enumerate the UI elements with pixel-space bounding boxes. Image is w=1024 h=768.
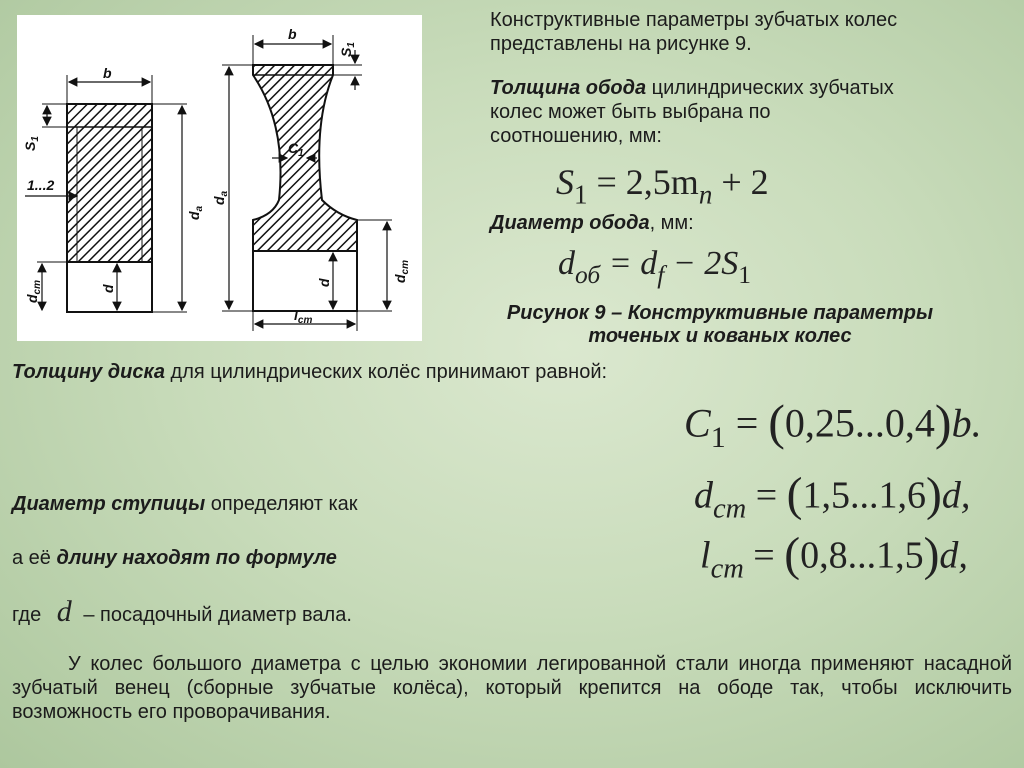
label-d-right: d [316,278,332,287]
rim-thickness-text-1: цилиндрических зубчатых [646,77,894,99]
formula-c1-tail: b. [951,400,982,446]
hub-length-text [12,546,337,570]
hub-length-title: длину находят по формуле [56,547,337,569]
formula-lst-range: 0,8...1,5 [800,534,924,577]
right-gear-section [222,35,392,331]
label-b-left: b [103,65,112,81]
hub-diameter-text-tail: определяют как [205,493,358,515]
rim-diameter-text [490,211,694,235]
intro-line-2: представлены на рисунке 9. [490,33,752,55]
formula-s1 [556,160,769,216]
where-symbol: d [56,595,72,628]
formula-dst [694,470,970,535]
where-text [12,595,352,628]
formula-dst-lhs-sub: cm [713,493,747,525]
formula-dob [558,242,751,297]
hub-diameter-title: Диаметр ступицы [12,493,206,515]
label-da-left: $d_a$ [186,205,205,220]
formula-lst-lhs-sub: cm [710,553,744,585]
hub-length-prefix: а её [12,547,57,569]
formula-dob-tail-sub: 1 [738,259,751,289]
formula-lst-rparen: ) [923,529,940,581]
formula-s1-tail: + 2 [712,162,769,202]
disk-text-tail: для цилиндрических колёс принимают равной: [165,361,608,383]
formula-dob-lhs: d [558,245,575,282]
rim-thickness-text-3: соотношению, мм: [490,125,662,147]
disk-title: Толщину диска [12,361,165,383]
where-prefix: где [12,604,42,626]
rim-diameter-text-tail: , мм: [649,212,694,234]
formula-dst-tail: d, [941,474,971,517]
formula-dob-tail: − 2S [664,245,739,282]
caption-line-2: точеных и кованых колес [588,325,852,347]
hub-diameter-text [12,492,358,516]
formula-lst-lhs: l [700,534,711,577]
bottom-paragraph [12,652,1012,724]
formula-lst-lparen: ( [784,529,801,581]
formula-s1-rhs-sub: n [698,179,713,210]
bottom-paragraph-text: У колес большого диаметра с целью экономии легированной стали иногда применяют насадной зубчатый венец (сборные зубчатые колёса), который крепится на ободе так, чтобы исключить возможность его проворачивания. [12,653,1012,723]
formula-c1-rparen: ) [934,394,952,450]
gear-cross-section-drawing [17,15,422,341]
label-c1: $C_1$ [288,140,304,159]
rim-thickness-title: Толщина обода [490,77,647,99]
formula-c1-eq: = [725,400,769,446]
formula-dob-eq-sub: f [657,259,665,289]
formula-c1-lhs-sub: 1 [710,421,726,454]
label-s1-right: $S_1$ [338,42,357,57]
formula-s1-lhs: S [556,162,574,202]
formula-lst-eq: = [743,534,785,577]
rim-diameter-title: Диаметр обода [490,212,650,234]
formula-dst-lparen: ( [786,469,803,521]
formula-dst-eq: = [746,474,787,517]
formula-s1-rhs: = 2,5m [587,162,699,202]
figure-caption [430,302,1010,348]
formula-lst-tail: d, [939,534,968,577]
formula-c1 [684,396,982,464]
formula-dst-range: 1,5...1,6 [802,474,926,517]
formula-lst [700,530,968,595]
label-lst: $l_{ст}$ [294,307,313,326]
disk-text [12,360,607,384]
where-text-tail: – посадочный диаметр вала. [83,604,352,626]
rim-thickness-text-2: колес может быть выбрана по [490,101,771,123]
label-dst-left: $d_{ст}$ [24,279,43,303]
label-d-left: d [100,284,116,293]
formula-c1-lhs: C [684,400,711,446]
formula-c1-range: 0,25...0,4 [784,400,935,446]
left-gear-section [25,75,187,312]
label-da-right: $d_a$ [211,190,230,205]
intro-line-1: Конструктивные параметры зубчатых колес [490,9,898,31]
caption-line-1: Рисунок 9 – Конструктивные параметры [506,302,934,324]
label-s1-left: $S_1$ [22,136,41,151]
formula-dst-rparen: ) [926,469,942,521]
gear-diagram [17,15,422,341]
label-dst-right: $d_{ст}$ [392,259,411,283]
label-b-right: b [288,26,297,42]
intro-text [490,8,1020,56]
label-gap: 1...2 [27,177,55,193]
formula-dst-lhs: d [694,474,713,517]
formula-dob-lhs-sub: об [575,259,601,289]
formula-c1-lparen: ( [768,394,785,450]
formula-s1-lhs-sub: 1 [574,179,588,210]
rim-thickness-text [490,76,1020,148]
formula-dob-eq: = d [600,245,658,282]
